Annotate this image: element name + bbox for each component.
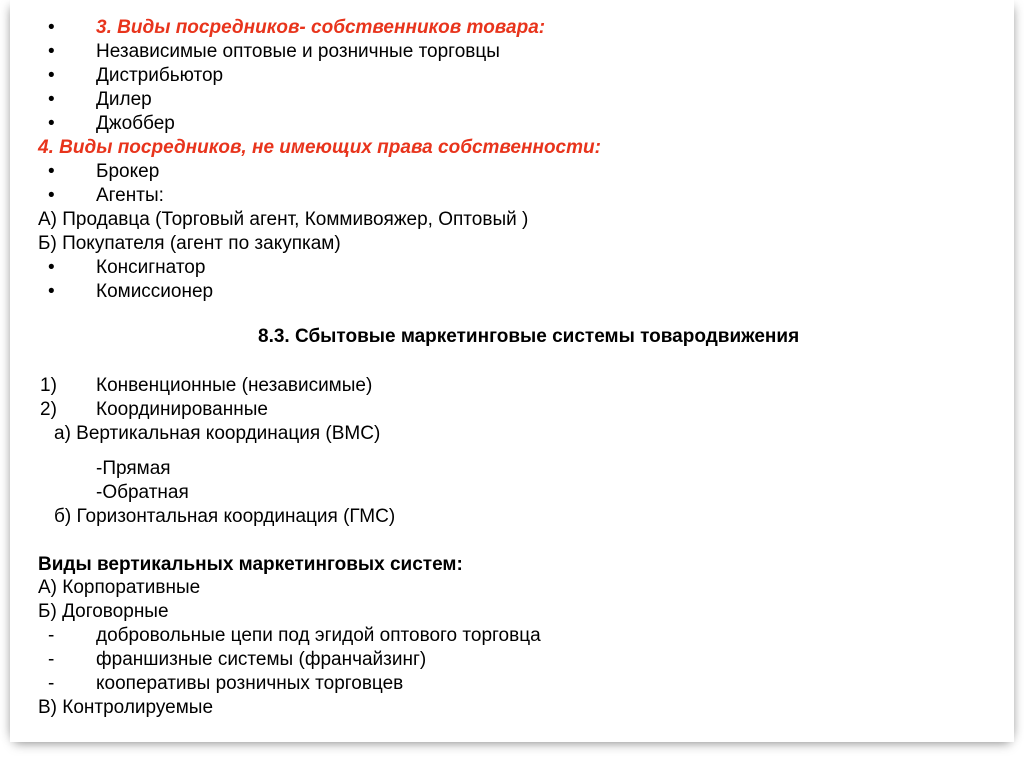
list-item: а) Вертикальная координация (ВМС) xyxy=(54,423,381,444)
list-item: -Прямая xyxy=(96,458,171,479)
list-item: А) Корпоративные xyxy=(38,577,201,598)
dash: - xyxy=(48,673,55,694)
list-item: франшизные системы (франчайзинг) xyxy=(96,649,427,670)
list-item: кооперативы розничных торговцев xyxy=(96,673,404,694)
bullet: • xyxy=(48,89,55,110)
list-item: Комиссионер xyxy=(96,281,214,302)
vms-title: Виды вертикальных маркетинговых систем: xyxy=(38,554,463,575)
list-item: Б) Покупателя (агент по закупкам) xyxy=(38,233,341,254)
list-item: Агенты: xyxy=(96,185,164,206)
bullet: • xyxy=(48,17,55,38)
list-item: б) Горизонтальная координация (ГМС) xyxy=(54,506,396,527)
list-item: Джоббер xyxy=(96,113,175,134)
section-heading: 8.3. Сбытовые маркетинговые системы товародвижения xyxy=(258,326,800,347)
list-item: Конвенционные (независимые) xyxy=(96,375,373,396)
list-item: добровольные цепи под эгидой оптового торговца xyxy=(96,625,541,646)
list-item: Б) Договорные xyxy=(38,601,169,622)
section-3-title: 3. Виды посредников- собственников товара: xyxy=(96,17,546,38)
bullet: • xyxy=(48,161,55,182)
slide xyxy=(10,0,1014,742)
bullet: • xyxy=(48,185,55,206)
list-item: А) Продавца (Торговый агент, Коммивояжер, Оптовый ) xyxy=(38,209,529,230)
bullet: • xyxy=(48,281,55,302)
list-number: 1) xyxy=(40,375,57,396)
list-number: 2) xyxy=(40,399,57,420)
bullet: • xyxy=(48,41,55,62)
list-item: Дистрибьютор xyxy=(96,65,224,86)
dash: - xyxy=(48,649,55,670)
dash: - xyxy=(48,625,55,646)
list-item: В) Контролируемые xyxy=(38,697,214,718)
section-4-title: 4. Виды посредников, не имеющих права собственности: xyxy=(38,137,601,158)
bullet: • xyxy=(48,113,55,134)
list-item: Консигнатор xyxy=(96,257,206,278)
list-item: Независимые оптовые и розничные торговцы xyxy=(96,41,500,62)
bullet: • xyxy=(48,65,55,86)
list-item: Координированные xyxy=(96,399,268,420)
list-item: Брокер xyxy=(96,161,160,182)
bullet: • xyxy=(48,257,55,278)
list-item: -Обратная xyxy=(96,482,189,503)
list-item: Дилер xyxy=(96,89,152,110)
